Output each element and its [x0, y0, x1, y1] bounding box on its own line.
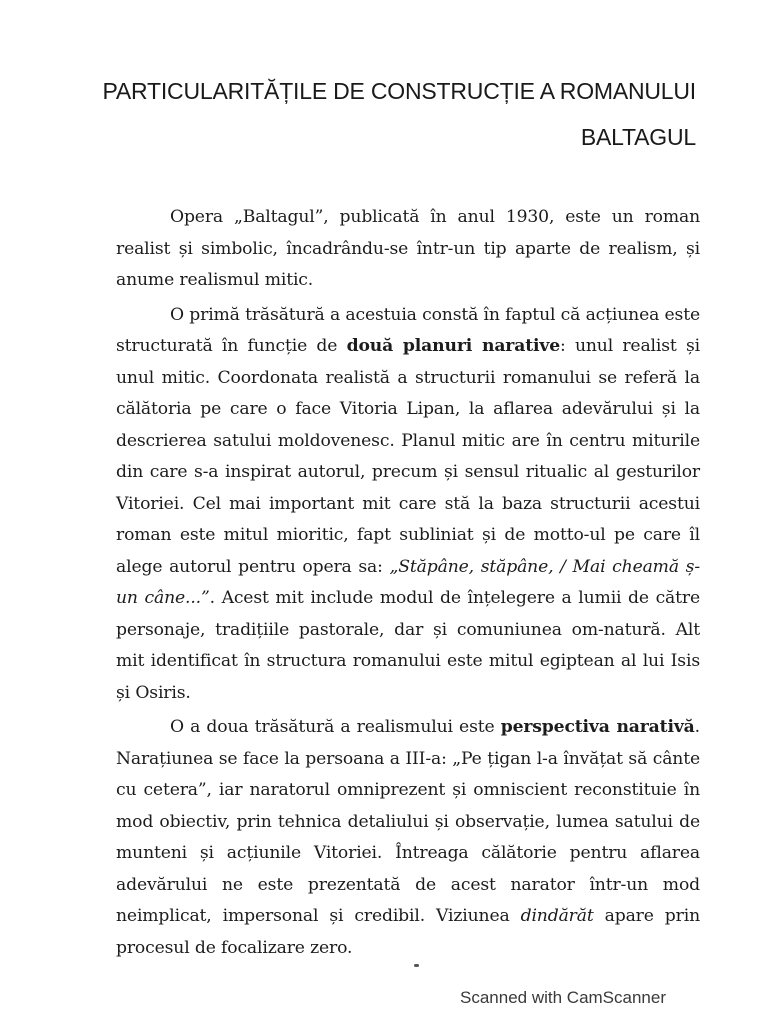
text-run: O primă trăsătură a acestuia constă în faptul că acțiunea este structurată în funcție de — [116, 304, 700, 356]
motto-quote: „Stăpâne, stăpâne, / Mai cheamă ș-un câne...” — [116, 556, 700, 608]
title-line-2: BALTAGUL — [580, 124, 696, 150]
text-run: Opera „Baltagul”, publicată în anul 1930, este un roman realist și simbolic, încadrându-se într-un tip aparte de realism, și anume realismul mitic. — [116, 207, 700, 290]
paragraph-2 — [116, 300, 700, 710]
paragraph-1 — [116, 202, 700, 297]
text-run: apare prin procesul de focalizare zero. — [116, 906, 700, 958]
text-run: . Acest mit include modul de înțelegere a lumii de către personaje, tradițiile pastorale, dar și comuniunea om-natură. Alt mit identificat în structura romanului este mitul egiptean al lui Isis și Osiris. — [116, 588, 700, 703]
scan-speck — [414, 964, 419, 967]
bold-term-planuri: două planuri narative — [346, 336, 560, 356]
text-run: O a doua trăsătură a realismului este — [170, 717, 501, 737]
document-body — [116, 202, 700, 967]
title-line-1: PARTICULARITĂȚILE DE CONSTRUCȚIE A ROMANULUI — [102, 78, 696, 104]
italic-term-dindarat: dindărăt — [520, 906, 594, 926]
scanner-watermark: Scanned with CamScanner — [460, 988, 667, 1007]
text-run: : unul realist și unul mitic. Coordonata realistă a structurii romanului se referă la călătoria pe care o face Vitoria Lipan, la aflarea adevărului și la descrierea satului moldovenesc. Planul mitic are în centru miturile din care s-a inspirat autorul, precum și sensul ritualic al gesturilor Vitoriei. Cel mai important mit care stă la baza structurii acestui roman este mitul mioritic, fapt subliniat și de motto-ul pe care îl alege autorul pentru opera sa: — [116, 336, 700, 577]
paragraph-3 — [116, 712, 700, 964]
bold-term-perspectiva: perspectiva narativă — [500, 717, 695, 737]
text-run: . Narațiunea se face la persoana a III-a: „Pe țigan l-a învățat să cânte cu cetera”, iar naratorul omniprezent și omniscient reconstituie în mod obiectiv, prin tehnica detaliului și observație, lumea satului de munteni și acțiunile Vitoriei. Întreaga călătorie pentru aflarea adevărului ne este prezentată de acest narator într-un mod neimplicat, impersonal și credibil. Viziunea — [116, 717, 700, 926]
